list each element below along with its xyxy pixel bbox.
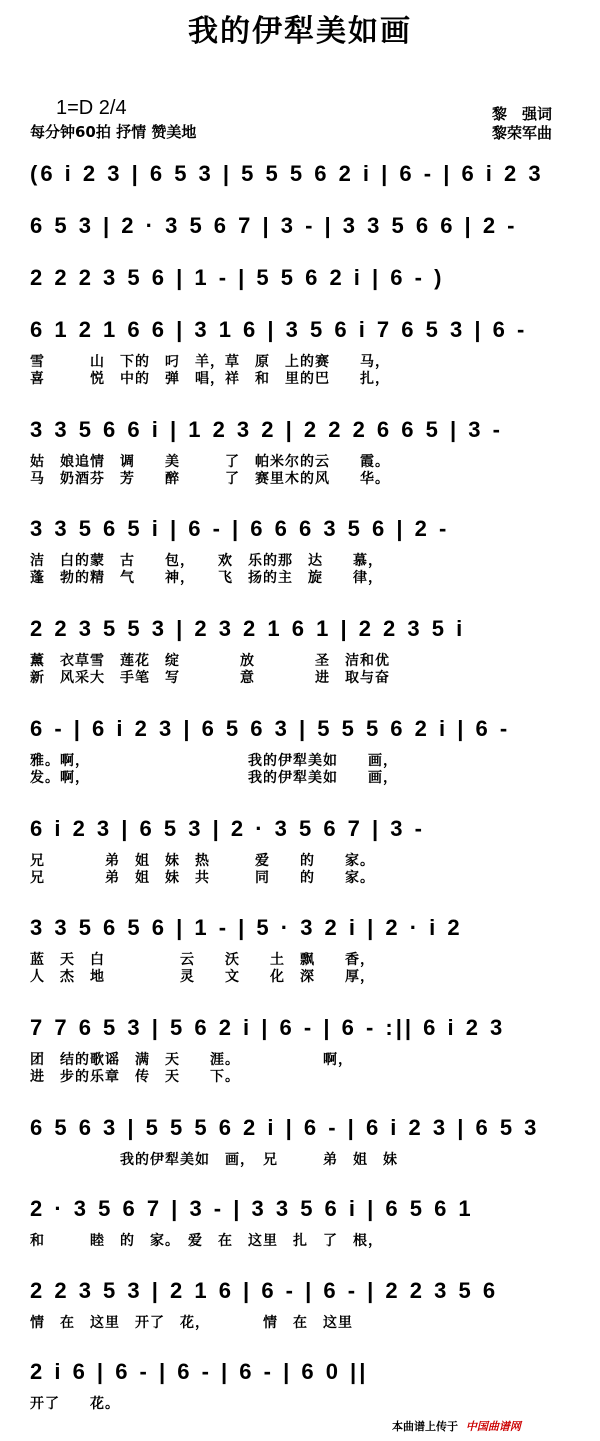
notation-line: 3 3 5 6 5 6 | 1 - | 5 · 3 2 i | 2 · i 2	[30, 915, 463, 940]
lyric-line: 薰 衣草雪 莲花 绽 放 圣 洁和优	[30, 653, 390, 669]
lyric-line: 洁 白的蒙 古 包， 欢 乐的那 达 慕，	[30, 553, 383, 569]
notation-line: 2 i 6 | 6 - | 6 - | 6 - | 6 0 ||	[30, 1359, 369, 1384]
footer	[392, 1418, 521, 1434]
notation-line: 6 5 3 | 2 · 3 5 6 7 | 3 - | 3 3 5 6 6 | 2 -	[30, 213, 518, 238]
notation-line: 6 - | 6 i 2 3 | 6 5 6 3 | 5 5 5 6 2 i | 6 -	[30, 716, 511, 741]
notation-line: 6 5 6 3 | 5 5 5 6 2 i | 6 - | 6 i 2 3 | 6 5 3	[30, 1115, 540, 1140]
page-title: 我的伊犁美如画	[188, 14, 412, 49]
notation-line: 6 i 2 3 | 6 5 3 | 2 · 3 5 6 7 | 3 -	[30, 816, 425, 841]
lyric-line: 发。啊， 我的伊犁美如 画，	[30, 770, 398, 786]
notation-line: 2 2 2 3 5 6 | 1 - | 5 5 6 2 i | 6 - )	[30, 265, 445, 290]
lyric-line: 雅。啊， 我的伊犁美如 画，	[30, 753, 398, 769]
notation-line: 2 · 3 5 6 7 | 3 - | 3 3 5 6 i | 6 5 6 1	[30, 1196, 474, 1221]
lyric-line: 马 奶酒芬 芳 醉 了 赛里木的风 华。	[30, 471, 390, 487]
key-signature: 1=D 2/4	[56, 97, 127, 119]
lyric-line: 人 杰 地 灵 文 化 深 厚，	[30, 969, 375, 985]
site-logo: 中国曲谱网	[465, 1420, 521, 1433]
lyric-line: 进 步的乐章 传 天 下。	[30, 1069, 240, 1085]
lyric-line: 蓝 天 白 云 沃 土 飘 香，	[30, 952, 375, 968]
lyric-line: 兄 弟 姐 妹 热 爱 的 家。	[30, 853, 375, 869]
lyric-line: 我的伊犁美如 画， 兄 弟 姐 妹	[30, 1152, 398, 1168]
lyric-line: 新 风采大 手笔 写 意 进 取与奋	[30, 670, 390, 686]
notation-line: 2 2 3 5 3 | 2 1 6 | 6 - | 6 - | 2 2 3 5 6	[30, 1278, 499, 1303]
notation-line: 6 1 2 1 6 6 | 3 1 6 | 3 5 6 i 7 6 5 3 | 6 -	[30, 317, 528, 342]
lyric-line: 蓬 勃的精 气 神， 飞 扬的主 旋 律，	[30, 570, 383, 586]
lyric-line: 姑 娘追情 调 美 了 帕米尔的云 霞。	[30, 454, 390, 470]
notation-line: 2 2 3 5 5 3 | 2 3 2 1 6 1 | 2 2 3 5 i	[30, 616, 466, 641]
notation-line: 3 3 5 6 6 i | 1 2 3 2 | 2 2 2 6 6 5 | 3 -	[30, 417, 503, 442]
composer-credit: 黎荣军曲	[492, 124, 553, 142]
notation-line: (6 i 2 3 | 6 5 3 | 5 5 5 6 2 i | 6 - | 6 i 2 3	[30, 161, 544, 186]
lyric-line: 团 结的歌谣 满 天 涯。 啊，	[30, 1052, 353, 1068]
footer-text: 本曲谱上传于	[392, 1420, 458, 1433]
tempo-marking: 每分钟60拍 抒情 赞美地	[30, 123, 197, 141]
lyric-line: 开了 花。	[30, 1396, 120, 1412]
lyricist-credit: 黎 强词	[492, 105, 553, 123]
lyric-line: 兄 弟 姐 妹 共 同 的 家。	[30, 870, 375, 886]
lyric-line: 情 在 这里 开了 花， 情 在 这里	[30, 1315, 353, 1331]
lyric-line: 雪 山 下的 叼 羊，草 原 上的赛 马，	[30, 354, 390, 370]
lyric-line: 喜 悦 中的 弹 唱，祥 和 里的巴 扎，	[30, 371, 390, 387]
notation-line: 3 3 5 6 5 i | 6 - | 6 6 6 3 5 6 | 2 -	[30, 516, 450, 541]
notation-line: 7 7 6 5 3 | 5 6 2 i | 6 - | 6 - :|| 6 i 2 3	[30, 1015, 506, 1040]
lyric-line: 和 睦 的 家。 爱 在 这里 扎 了 根，	[30, 1233, 383, 1249]
